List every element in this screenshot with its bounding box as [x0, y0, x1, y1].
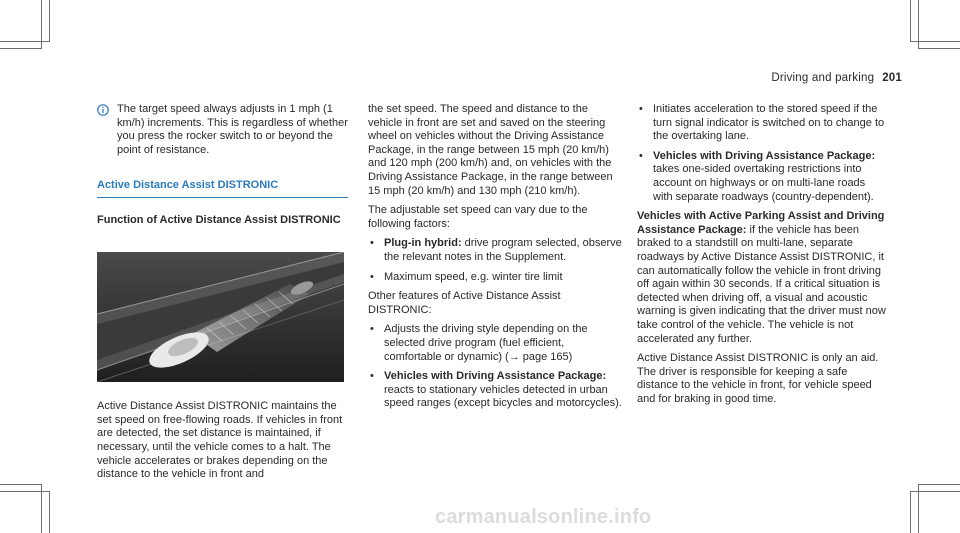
crop-mark [918, 48, 960, 49]
running-header [771, 72, 902, 84]
list-item: • Initiates acceleration to the stored speed if the turn signal indicator is switched on to change to the overtaking lane. [637, 103, 887, 144]
crop-mark [49, 491, 50, 533]
list-item: • Adjusts the driving style depending on the selected drive program (fuel efficient, comfortable or dynamic) (→ page 165) [368, 323, 622, 364]
paragraph-factors: The adjustable set speed can vary due to the following factors: [368, 204, 588, 230]
paragraph-aid-warning: Active Distance Assist DISTRONIC is only an aid. The driver is responsible for keeping a safe distance to the vehicle in front, for vehicle speed and for braking in good time. [637, 352, 879, 405]
column-3 [637, 103, 887, 412]
crop-mark [41, 0, 42, 48]
crop-mark [918, 484, 919, 533]
column-1 [97, 103, 348, 488]
intro-paragraph: Active Distance Assist DISTRONIC maintains the set speed on free-flowing roads. If vehicles in front are detected, the set distance is maintained, if necessary, until the vehicle comes to a halt. The vehicle accelerates or brakes depending on the distance to the vehicle in front and [97, 400, 343, 481]
list-item: • Maximum speed, e.g. winter tire limit [368, 271, 622, 285]
factor-list [368, 237, 622, 284]
list-item: • Plug-in hybrid: drive program selected, observe the relevant notes in the Supplement. [368, 237, 622, 264]
list-item: • Vehicles with Driving Assistance Package: takes one-sided overtaking restrictions into account on highways or on multi-lane roads with separate roadways (country-dependent). [637, 150, 887, 204]
crop-mark [918, 0, 919, 48]
note [97, 103, 348, 157]
paragraph-parking-assist: Vehicles with Active Parking Assist and Driving Assistance Package: if the vehicle has been braked to a standstill on multi-lane, separate roadways by Active Distance Assist DISTRONIC, it can automatically follow the vehicle in front driving off again within 30 seconds. If a critical situation is detected when driving off, a visual and acoustic warning is given indicating that the driver must now take control of the vehicle. The vehicle is not accelerated any further. [637, 210, 886, 345]
page-number: 201 [882, 72, 902, 84]
distronic-illustration [97, 252, 344, 382]
note-text: The target speed always adjusts in 1 mph (1 km/h) increments. This is regardless of whether you press the rocker switch to or beyond the point of resistance. [117, 103, 348, 156]
feature-list [368, 323, 622, 411]
crop-mark [0, 484, 42, 485]
watermark: carmanualsonline.info [435, 506, 652, 528]
info-icon [97, 104, 109, 116]
crop-mark [0, 48, 42, 49]
crop-mark [49, 0, 50, 41]
crop-mark [0, 491, 50, 492]
crop-mark [910, 491, 911, 533]
column-2 [368, 103, 622, 417]
feature-list-continued [637, 103, 887, 204]
header-title: Driving and parking [771, 72, 875, 84]
crop-mark [41, 484, 42, 533]
section-heading: Active Distance Assist DISTRONIC [97, 179, 348, 198]
list-item: • Vehicles with Driving Assistance Package: reacts to stationary vehicles detected in urban speed ranges (except bicycles and motorcycles). [368, 370, 622, 411]
crop-mark [910, 0, 911, 41]
crop-mark [918, 484, 960, 485]
paragraph-other-features: Other features of Active Distance Assist DISTRONIC: [368, 290, 561, 316]
subsection-heading: Function of Active Distance Assist DISTRONIC [97, 213, 341, 226]
crop-mark [0, 41, 50, 42]
paragraph-set-speed: the set speed. The speed and distance to the vehicle in front are set and saved on the steering wheel on vehicles without the Driving Assistance Package, in the range between 15 mph (20 km/h) and 120 mph (200 km/h) and, on vehicles with the Driving Assistance Package, in the range between 15 mph (20 km/h) and 130 mph (210 km/h). [368, 103, 613, 197]
